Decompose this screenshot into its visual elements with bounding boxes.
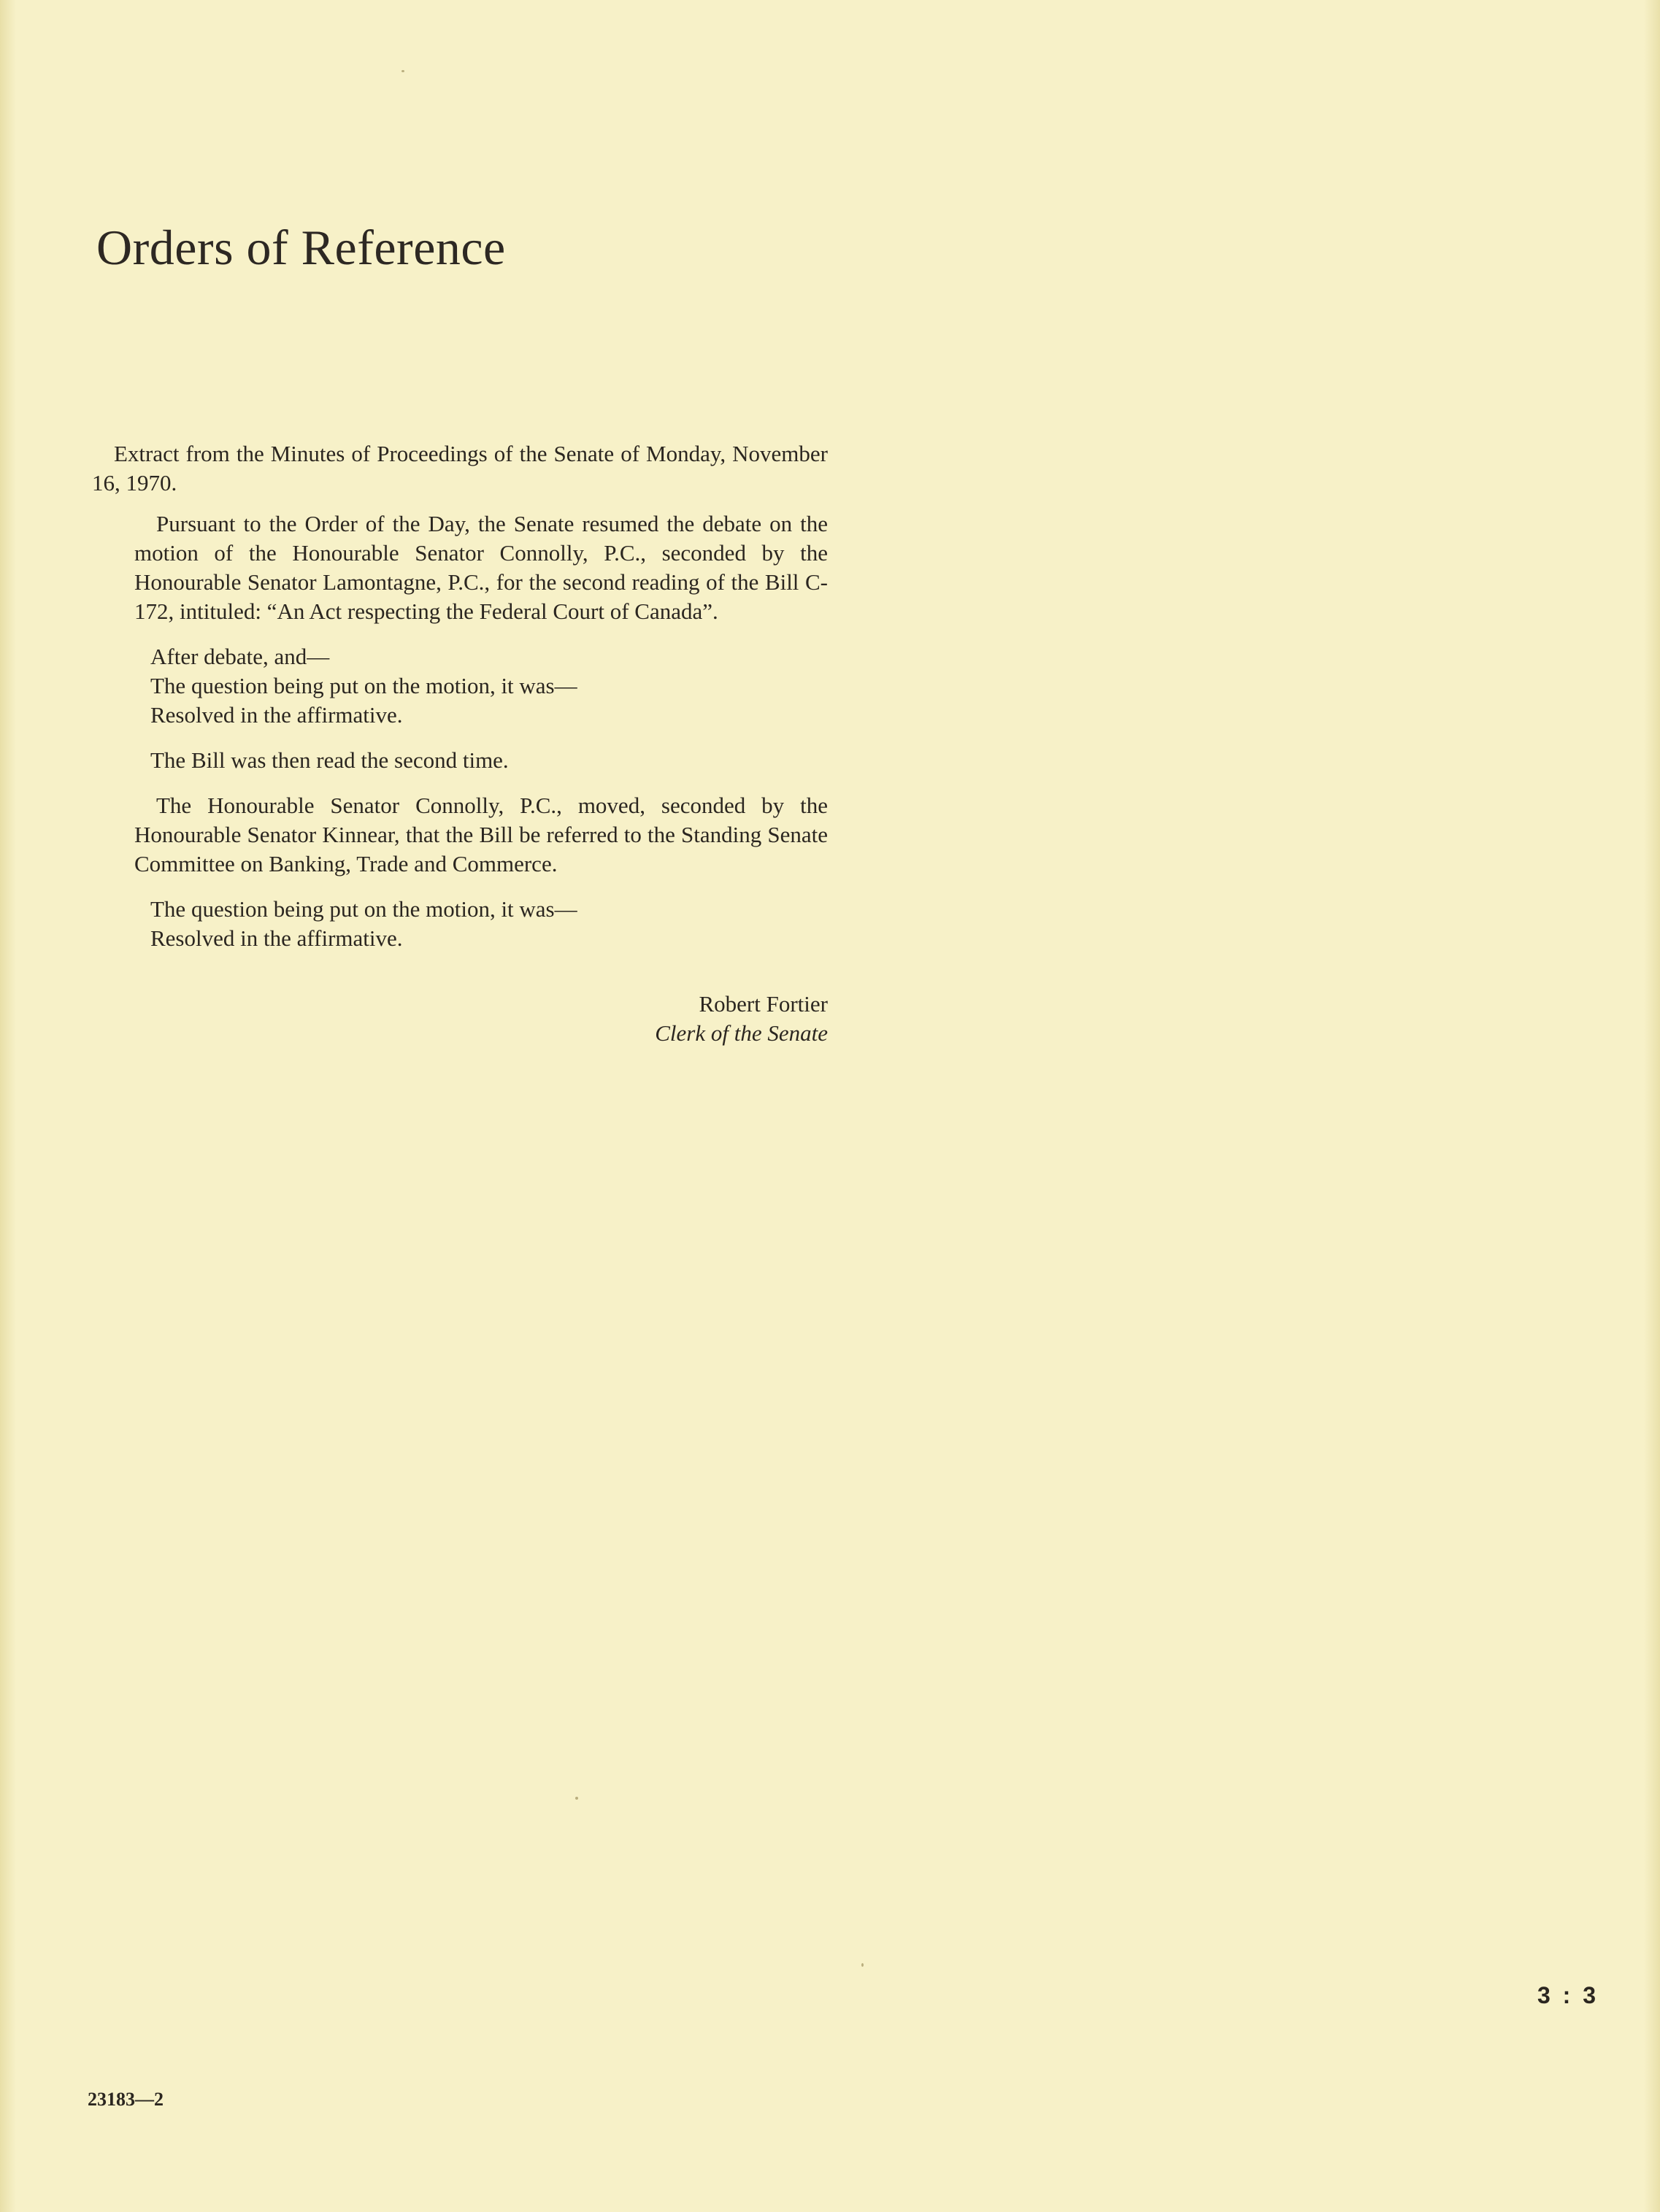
orders-of-reference-body — [92, 439, 828, 1048]
after-debate-line: After debate, and— — [150, 644, 330, 669]
question-put-line-1: The question being put on the motion, it was— — [150, 673, 577, 698]
resolved-line-2: Resolved in the affirmative. — [150, 925, 403, 951]
page-right-edge — [1644, 0, 1660, 2212]
paper-speck — [401, 70, 404, 72]
page-left-edge — [0, 0, 16, 2212]
paragraph-second-reading-motion: Pursuant to the Order of the Day, the Senate resumed the debate on the motion of the Honourable Senator Connolly, P.C., seconded by the Honourable Senator Lamontagne, P.C., for the second reading of the Bill C-172, intituled: “An Act respecting the Federal Court of Canada”. — [134, 511, 828, 624]
extract-line: Extract from the Minutes of Proceedings of the Senate of Monday, November 16, 1970. — [92, 441, 828, 496]
page-number: 3 : 3 — [1537, 1982, 1599, 2008]
signature-block — [92, 990, 828, 1048]
read-second-time-line: The Bill was then read the second time. — [150, 747, 509, 773]
paper-speck — [575, 1797, 578, 1800]
question-put-line-2: The question being put on the motion, it was— — [150, 896, 577, 922]
page-title: Orders of Reference — [96, 220, 506, 275]
signature-title: Clerk of the Senate — [655, 1020, 828, 1046]
resolved-line-1: Resolved in the affirmative. — [150, 702, 403, 728]
signature-name: Robert Fortier — [699, 991, 828, 1017]
paragraph-referral-motion: The Honourable Senator Connolly, P.C., moved, seconded by the Honourable Senator Kinnear, that the Bill be referred to the Standing Senate Committee on Banking, Trade and Commerce. — [134, 793, 828, 876]
printer-code: 23183—2 — [88, 2089, 164, 2110]
paper-speck — [861, 1963, 864, 1967]
